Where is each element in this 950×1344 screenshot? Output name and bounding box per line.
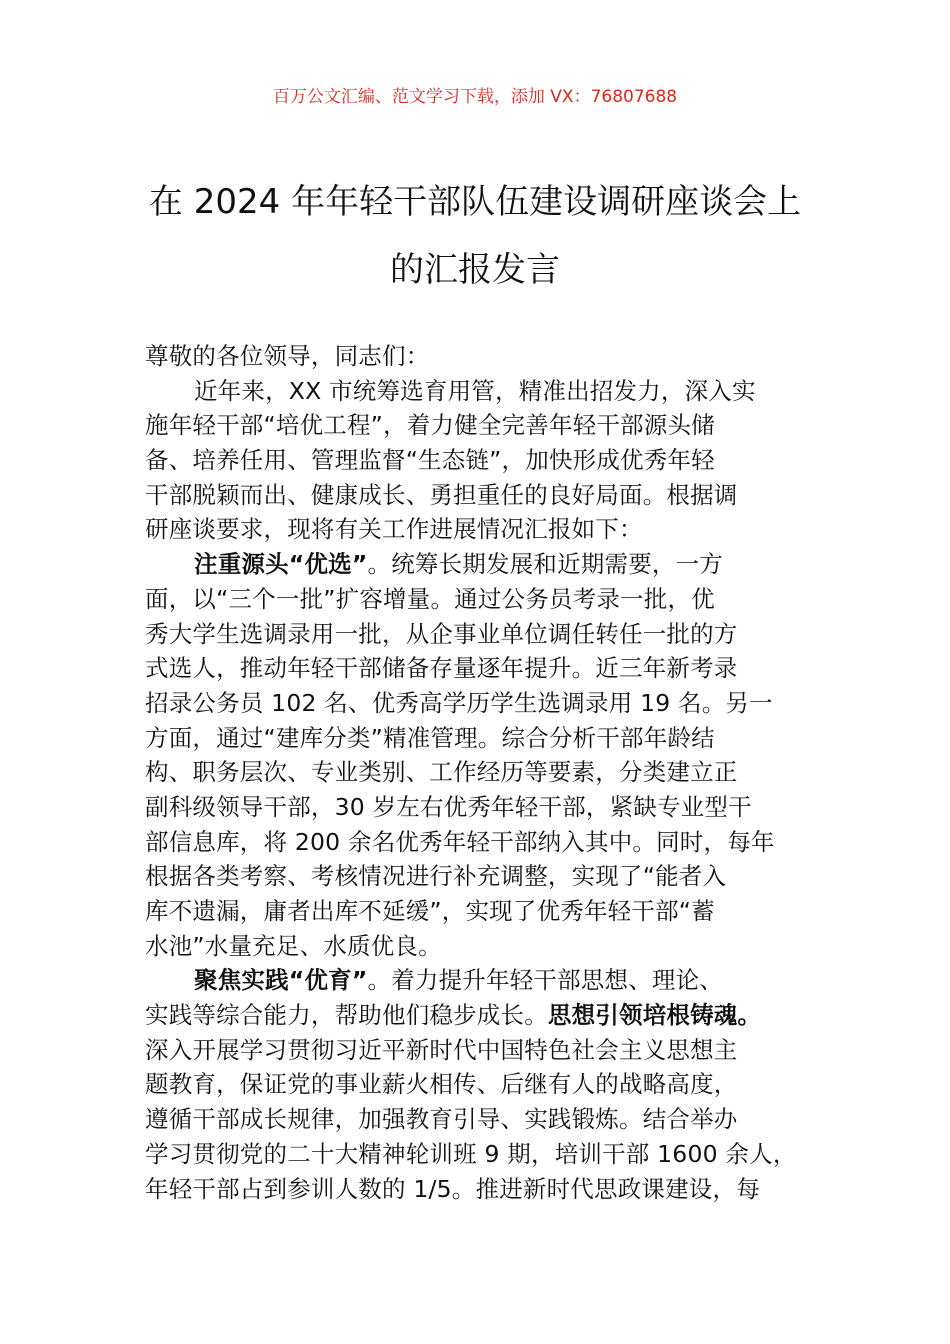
text-line — [145, 929, 835, 964]
body-text: 。着力提升年轻干部思想、理论、 — [367, 966, 723, 995]
text-line — [145, 1102, 835, 1137]
body-text: 干部脱颖而出、健康成长、勇担重任的良好局面。根据调 — [145, 480, 738, 509]
body-text: 面，以“三个一批”扩容增量。通过公务员考录一批，优 — [145, 584, 715, 613]
document-title-line-2: 的汇报发言 — [390, 250, 560, 290]
text-line — [145, 1033, 835, 1068]
body-text: 部信息库，将 200 余名优秀年轻干部纳入其中。同时，每年 — [145, 827, 775, 856]
body-text: 题教育，保证党的事业薪火相传、后继有人的战略高度， — [145, 1070, 738, 1099]
text-line — [145, 512, 835, 547]
body-text: 实践等综合能力，帮助他们稳步成长。 — [145, 1001, 548, 1030]
body-text: 根据各类考察、考核情况进行补充调整，实现了“能者入 — [145, 862, 727, 891]
text-line — [145, 998, 835, 1033]
body-text: 学习贯彻党的二十大精神轮训班 9 期，培训干部 1600 余人， — [145, 1139, 797, 1168]
text-line — [145, 1067, 835, 1102]
body-text: 水池”水量充足、水质优良。 — [145, 931, 442, 960]
body-text: 备、培养任用、管理监督“生态链”，加快形成优秀年轻 — [145, 446, 715, 475]
text-line — [145, 651, 835, 686]
text-line — [145, 755, 835, 790]
text-line — [145, 617, 835, 652]
body-text: 副科级领导干部，30 岁左右优秀年轻干部，紧缺专业型干 — [145, 792, 752, 821]
bold-heading-text: 思想引领培根铸魂。 — [547, 1001, 762, 1030]
text-line — [145, 547, 835, 582]
text-line — [145, 790, 835, 825]
text-line — [145, 443, 835, 478]
text-line — [145, 582, 835, 617]
body-text: 库不遗漏，庸者出库不延缓”，实现了优秀年轻干部“蓄 — [145, 897, 715, 925]
body-text: 近年来，XX 市统筹选育用管，精准出招发力，深入实 — [194, 376, 756, 405]
body-text: 构、职务层次、专业类别、工作经历等要素，分类建立正 — [145, 758, 738, 787]
body-text: 尊敬的各位领导，同志们： — [145, 342, 430, 370]
bold-heading-text: 注重源头“优选” — [194, 550, 368, 579]
body-text: 研座谈要求，现将有关工作进展情况汇报如下： — [145, 515, 643, 544]
text-line — [145, 1172, 835, 1207]
text-line — [145, 478, 835, 513]
body-text: 招录公务员 102 名、优秀高学历学生选调录用 19 名。另一 — [145, 688, 773, 717]
promo-banner: 百万公文汇编、范文学习下载，添加 VX：76807688 — [272, 87, 678, 107]
document-body — [145, 339, 835, 1206]
body-text: 秀大学生选调录用一批，从企事业单位调任转任一批的方 — [145, 619, 738, 648]
body-text: 。统筹长期发展和近期需要，一方 — [367, 550, 723, 579]
body-text: 施年轻干部“培优工程”，着力健全完善年轻干部源头储 — [145, 411, 715, 440]
body-text: 深入开展学习贯彻习近平新时代中国特色社会主义思想主 — [145, 1035, 738, 1064]
body-text: 遵循干部成长规律，加强教育引导、实践锻炼。结合举办 — [145, 1105, 738, 1134]
text-line — [145, 339, 835, 374]
document-title-line-1: 在 2024 年年轻干部队伍建设调研座谈会上 — [148, 182, 802, 222]
text-line — [145, 825, 835, 860]
body-text: 年轻干部占到参训人数的 1/5。推进新时代思政课建设，每 — [145, 1174, 760, 1203]
text-line — [145, 374, 835, 409]
text-line — [145, 408, 835, 443]
bold-heading-text: 聚焦实践“优育” — [194, 966, 368, 995]
text-line — [145, 859, 835, 894]
text-line — [145, 894, 835, 929]
body-text: 方面，通过“建库分类”精准管理。综合分析干部年龄结 — [145, 723, 715, 752]
body-text: 式选人，推动年轻干部储备存量逐年提升。近三年新考录 — [145, 654, 738, 683]
text-line — [145, 721, 835, 756]
text-line — [145, 1137, 835, 1172]
text-line — [145, 963, 835, 998]
text-line — [145, 686, 835, 721]
